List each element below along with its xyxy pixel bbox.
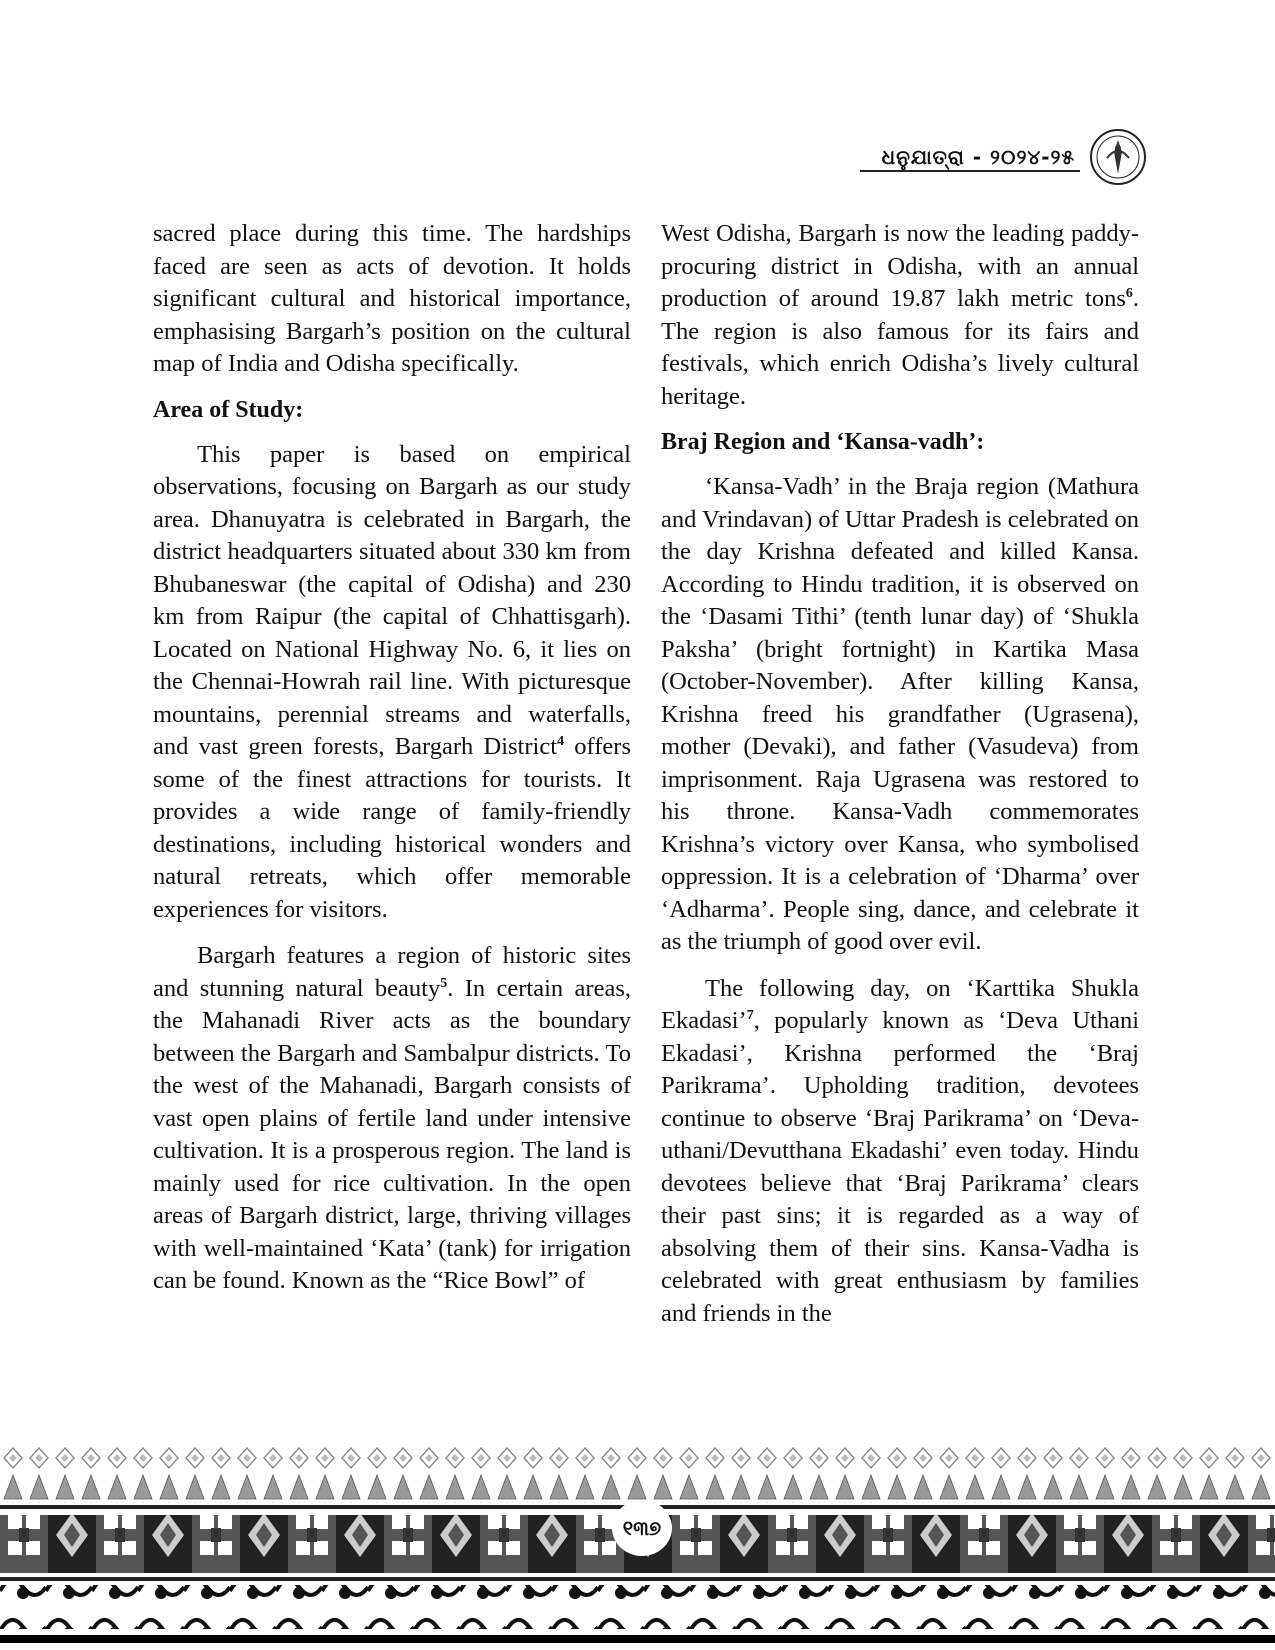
paragraph: Bargarh features a region of historic sites and stunning natural beauty$^5$. In certain areas, the Mahanadi River acts as the boundary between the Bargarh and Sambalpur districts. To the west of the Mahanadi, Bargarh consists of vast open plains of fertile land under intensive cultivation. It is a prosperous region. The land is mainly used for rice cultivation. In the open areas of Bargarh district, large, thriving villages with well-maintained ‘Kata’ (tank) for irrigation can be found. Known as the “Rice Bowl” of bbox=[153, 942, 631, 1294]
page-header bbox=[882, 128, 1147, 186]
footnote-ref: 7 bbox=[746, 1007, 754, 1023]
footnote-ref: 6 bbox=[1125, 285, 1133, 301]
header-title: ଧନୁଯାତ୍ରା - ୨୦୨୪-୨୫ bbox=[881, 145, 1075, 169]
paragraph: West Odisha, Bargarh is now the leading paddy-procuring district in Odisha, with an annual production of around 19.87 lakh metric tons$^6$. The region is also famous for its fairs and festivals, which enrich Odisha’s lively cultural heritage. bbox=[661, 220, 1139, 410]
paragraph: The following day, on ‘Karttika Shukla Ekadasi’$^7$, popularly known as ‘Deva Uthani Ekadasi’, Krishna performed the ‘Braj Parikrama’. Upholding tradition, devotees continue to observe ‘Braj Parikrama’ on ‘Deva-uthani/Devutthana Ekadashi’ even today. Hindu devotees believe that ‘Braj Parikrama’ clears their past sins; it is regarded as a way of absolving them of their sins. Kansa-Vadha is celebrated with great enthusiasm by families and friends in the bbox=[661, 974, 1139, 1327]
left-column bbox=[153, 218, 631, 1344]
section-heading: Braj Region and ‘Kansa-vadh’: bbox=[661, 429, 985, 455]
article-body bbox=[153, 218, 1139, 1344]
paragraph: sacred place during this time. The hardships faced are seen as acts of devotion. It holds significant cultural and historical importance, emphasising Bargarh’s position on the cultural map of India and Odisha specifically. bbox=[153, 220, 631, 377]
footnote-ref: 4 bbox=[557, 733, 565, 749]
paragraph: This paper is based on empirical observations, focusing on Bargarh as our study area. Dhanuyatra is celebrated in Bargarh, the district headquarters situated about 330 km from Bhubaneswar (the capital of Odisha) and 230 km from Raipur (the capital of Chhattisgarh). Located on National Highway No. 6, it lies on the Chennai-Howrah rail line. With picturesque mountains, perennial streams and waterfalls, and vast green forests, Bargarh District$^4$ offers some of the finest attractions for tourists. It provides a wide range of family-friendly destinations, including historical wonders and natural retreats, which offer memorable experiences for visitors. bbox=[153, 440, 631, 923]
right-column bbox=[661, 218, 1139, 1344]
header-rule bbox=[860, 170, 1080, 172]
paragraph: ‘Kansa-Vadh’ in the Braja region (Mathura and Vrindavan) of Uttar Pradesh is celebrated on the day Krishna defeated and killed Kansa. According to Hindu tradition, it is observed on the ‘Dasami Tithi’ (tenth lunar day) of ‘Shukla Paksha’ (bright fortnight) in Kartika Masa (October-November). After killing Kansa, Krishna freed his grandfather (Ugrasena), mother (Devaki), and father (Vasudeva) from imprisonment. Raja Ugrasena was restored to his throne. Kansa-Vadh commemorates Krishna’s victory over Kansa, who symbolised oppression. It is a celebration of ‘Dharma’ over ‘Adharma’. People sing, dance, and celebrate it as the triumph of good over evil. bbox=[661, 473, 1139, 955]
emblem-seal-icon bbox=[1089, 128, 1147, 186]
section-heading: Area of Study: bbox=[153, 396, 304, 423]
footnote-ref: 5 bbox=[440, 975, 448, 991]
page-number: ୧୩୭ bbox=[612, 1500, 672, 1556]
